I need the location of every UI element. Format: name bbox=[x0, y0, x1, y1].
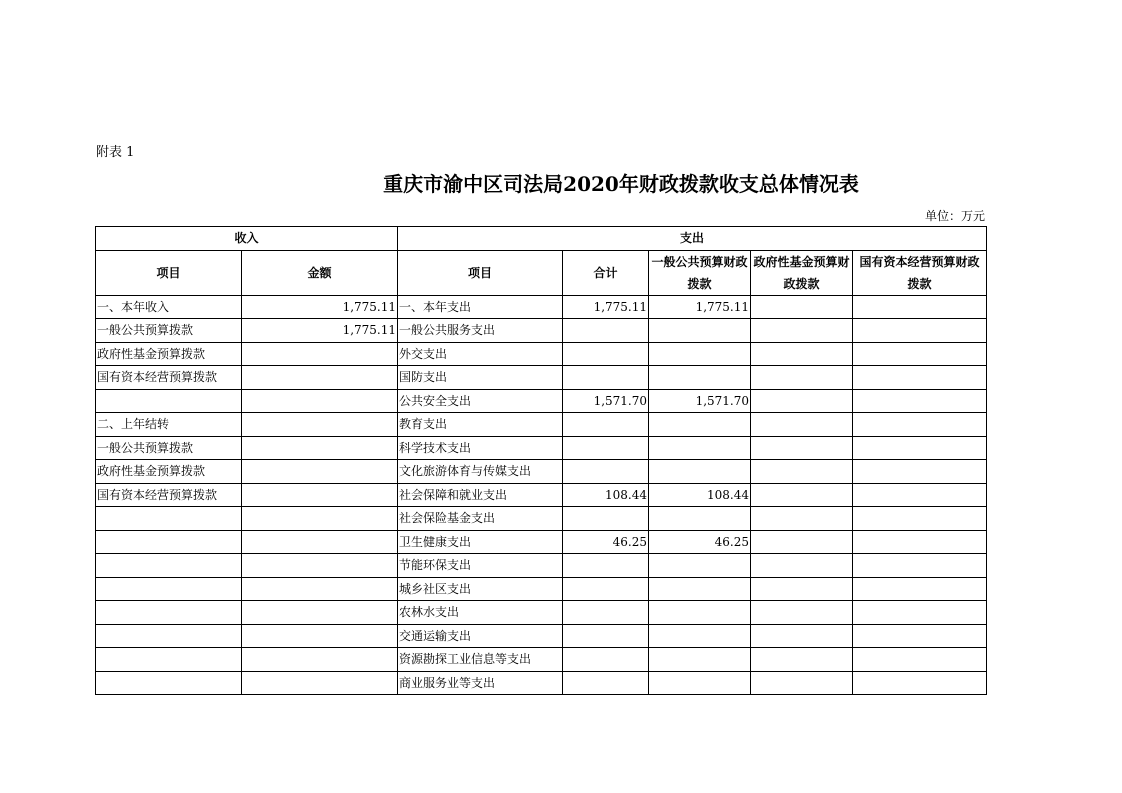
cell-total: 1,571.70 bbox=[563, 389, 649, 413]
cell-expense-item: 社会保险基金支出 bbox=[398, 507, 563, 531]
table-row bbox=[96, 554, 987, 578]
cell-state-capital bbox=[853, 342, 987, 366]
cell-expense-item: 一、本年支出 bbox=[398, 295, 563, 319]
cell-income-amount: 1,775.11 bbox=[242, 319, 398, 343]
col-header-gov-fund: 政府性基金预算财政拨款 bbox=[751, 250, 853, 295]
cell-income-amount bbox=[242, 671, 398, 695]
table-row bbox=[96, 460, 987, 484]
cell-total bbox=[563, 366, 649, 390]
cell-total bbox=[563, 507, 649, 531]
cell-state-capital bbox=[853, 295, 987, 319]
table-row bbox=[96, 389, 987, 413]
cell-income-amount bbox=[242, 530, 398, 554]
cell-income-item bbox=[96, 601, 242, 625]
cell-state-capital bbox=[853, 624, 987, 648]
cell-general-budget bbox=[649, 460, 751, 484]
cell-gov-fund bbox=[751, 648, 853, 672]
cell-total bbox=[563, 554, 649, 578]
table-row bbox=[96, 530, 987, 554]
cell-general-budget bbox=[649, 507, 751, 531]
cell-gov-fund bbox=[751, 554, 853, 578]
table-row bbox=[96, 601, 987, 625]
cell-state-capital bbox=[853, 507, 987, 531]
cell-state-capital bbox=[853, 319, 987, 343]
cell-expense-item: 资源勘探工业信息等支出 bbox=[398, 648, 563, 672]
cell-general-budget: 1,775.11 bbox=[649, 295, 751, 319]
cell-state-capital bbox=[853, 460, 987, 484]
cell-state-capital bbox=[853, 648, 987, 672]
cell-gov-fund bbox=[751, 601, 853, 625]
cell-expense-item: 文化旅游体育与传媒支出 bbox=[398, 460, 563, 484]
table-row bbox=[96, 624, 987, 648]
table-row bbox=[96, 671, 987, 695]
cell-total bbox=[563, 671, 649, 695]
table-row bbox=[96, 319, 987, 343]
cell-state-capital bbox=[853, 554, 987, 578]
cell-total bbox=[563, 319, 649, 343]
cell-general-budget bbox=[649, 342, 751, 366]
cell-income-item bbox=[96, 577, 242, 601]
cell-income-item bbox=[96, 554, 242, 578]
cell-gov-fund bbox=[751, 319, 853, 343]
cell-gov-fund bbox=[751, 624, 853, 648]
cell-expense-item: 外交支出 bbox=[398, 342, 563, 366]
cell-total bbox=[563, 624, 649, 648]
col-header-total: 合计 bbox=[563, 250, 649, 295]
cell-gov-fund bbox=[751, 577, 853, 601]
cell-total bbox=[563, 460, 649, 484]
cell-expense-item: 卫生健康支出 bbox=[398, 530, 563, 554]
cell-total bbox=[563, 601, 649, 625]
budget-table bbox=[95, 226, 987, 695]
cell-general-budget bbox=[649, 436, 751, 460]
table-row bbox=[96, 507, 987, 531]
cell-gov-fund bbox=[751, 507, 853, 531]
cell-total bbox=[563, 413, 649, 437]
cell-total: 1,775.11 bbox=[563, 295, 649, 319]
table-row bbox=[96, 648, 987, 672]
unit-label: 单位：万元 bbox=[924, 209, 985, 223]
cell-income-item bbox=[96, 648, 242, 672]
cell-income-amount bbox=[242, 483, 398, 507]
cell-state-capital bbox=[853, 577, 987, 601]
cell-income-item: 一、本年收入 bbox=[96, 295, 242, 319]
col-header-state-capital: 国有资本经营预算财政拨款 bbox=[853, 250, 987, 295]
table-row bbox=[96, 295, 987, 319]
cell-expense-item: 国防支出 bbox=[398, 366, 563, 390]
cell-general-budget bbox=[649, 601, 751, 625]
col-header-expense-item: 项目 bbox=[398, 250, 563, 295]
cell-income-amount bbox=[242, 366, 398, 390]
cell-gov-fund bbox=[751, 295, 853, 319]
cell-total bbox=[563, 648, 649, 672]
cell-general-budget: 108.44 bbox=[649, 483, 751, 507]
cell-general-budget bbox=[649, 366, 751, 390]
cell-general-budget: 46.25 bbox=[649, 530, 751, 554]
cell-income-amount: 1,775.11 bbox=[242, 295, 398, 319]
cell-income-item: 政府性基金预算拨款 bbox=[96, 460, 242, 484]
cell-income-amount bbox=[242, 577, 398, 601]
cell-income-item: 一般公共预算拨款 bbox=[96, 436, 242, 460]
cell-general-budget: 1,571.70 bbox=[649, 389, 751, 413]
cell-income-item: 国有资本经营预算拨款 bbox=[96, 366, 242, 390]
cell-gov-fund bbox=[751, 342, 853, 366]
group-header-row bbox=[96, 227, 987, 251]
cell-income-amount bbox=[242, 413, 398, 437]
cell-general-budget bbox=[649, 624, 751, 648]
attachment-label: 附表 1 bbox=[96, 145, 135, 160]
cell-expense-item: 公共安全支出 bbox=[398, 389, 563, 413]
cell-income-amount bbox=[242, 554, 398, 578]
cell-income-amount bbox=[242, 624, 398, 648]
page-title: 重庆市渝中区司法局2020年财政拨款收支总体情况表 bbox=[383, 172, 859, 196]
cell-general-budget bbox=[649, 671, 751, 695]
cell-gov-fund bbox=[751, 389, 853, 413]
cell-gov-fund bbox=[751, 671, 853, 695]
cell-income-item bbox=[96, 530, 242, 554]
cell-total: 108.44 bbox=[563, 483, 649, 507]
table-row bbox=[96, 366, 987, 390]
cell-income-amount bbox=[242, 601, 398, 625]
cell-income-item bbox=[96, 624, 242, 648]
cell-income-amount bbox=[242, 460, 398, 484]
cell-expense-item: 教育支出 bbox=[398, 413, 563, 437]
cell-income-amount bbox=[242, 507, 398, 531]
cell-gov-fund bbox=[751, 436, 853, 460]
cell-expense-item: 交通运输支出 bbox=[398, 624, 563, 648]
cell-gov-fund bbox=[751, 483, 853, 507]
cell-state-capital bbox=[853, 413, 987, 437]
cell-income-item: 政府性基金预算拨款 bbox=[96, 342, 242, 366]
cell-state-capital bbox=[853, 389, 987, 413]
cell-total bbox=[563, 577, 649, 601]
cell-expense-item: 农林水支出 bbox=[398, 601, 563, 625]
cell-total: 46.25 bbox=[563, 530, 649, 554]
cell-income-amount bbox=[242, 389, 398, 413]
col-header-income-item: 项目 bbox=[96, 250, 242, 295]
cell-income-item: 国有资本经营预算拨款 bbox=[96, 483, 242, 507]
cell-income-item: 一般公共预算拨款 bbox=[96, 319, 242, 343]
cell-gov-fund bbox=[751, 366, 853, 390]
cell-income-item: 二、上年结转 bbox=[96, 413, 242, 437]
cell-state-capital bbox=[853, 366, 987, 390]
cell-general-budget bbox=[649, 319, 751, 343]
cell-income-amount bbox=[242, 436, 398, 460]
cell-income-item bbox=[96, 671, 242, 695]
cell-total bbox=[563, 342, 649, 366]
cell-general-budget bbox=[649, 413, 751, 437]
income-group-header: 收入 bbox=[96, 227, 398, 251]
cell-income-amount bbox=[242, 342, 398, 366]
cell-expense-item: 一般公共服务支出 bbox=[398, 319, 563, 343]
table-row bbox=[96, 436, 987, 460]
cell-gov-fund bbox=[751, 530, 853, 554]
cell-general-budget bbox=[649, 577, 751, 601]
cell-income-item bbox=[96, 389, 242, 413]
col-header-income-amount: 金额 bbox=[242, 250, 398, 295]
table-row bbox=[96, 413, 987, 437]
cell-state-capital bbox=[853, 436, 987, 460]
cell-expense-item: 商业服务业等支出 bbox=[398, 671, 563, 695]
cell-state-capital bbox=[853, 483, 987, 507]
cell-income-amount bbox=[242, 648, 398, 672]
column-header-row bbox=[96, 250, 987, 295]
cell-expense-item: 城乡社区支出 bbox=[398, 577, 563, 601]
cell-gov-fund bbox=[751, 413, 853, 437]
cell-total bbox=[563, 436, 649, 460]
cell-general-budget bbox=[649, 554, 751, 578]
table-row bbox=[96, 483, 987, 507]
cell-state-capital bbox=[853, 671, 987, 695]
cell-income-item bbox=[96, 507, 242, 531]
cell-expense-item: 社会保障和就业支出 bbox=[398, 483, 563, 507]
col-header-general-budget: 一般公共预算财政拨款 bbox=[649, 250, 751, 295]
cell-general-budget bbox=[649, 648, 751, 672]
expense-group-header: 支出 bbox=[398, 227, 987, 251]
cell-expense-item: 科学技术支出 bbox=[398, 436, 563, 460]
table-row bbox=[96, 577, 987, 601]
cell-state-capital bbox=[853, 530, 987, 554]
cell-state-capital bbox=[853, 601, 987, 625]
cell-expense-item: 节能环保支出 bbox=[398, 554, 563, 578]
table-row bbox=[96, 342, 987, 366]
cell-gov-fund bbox=[751, 460, 853, 484]
